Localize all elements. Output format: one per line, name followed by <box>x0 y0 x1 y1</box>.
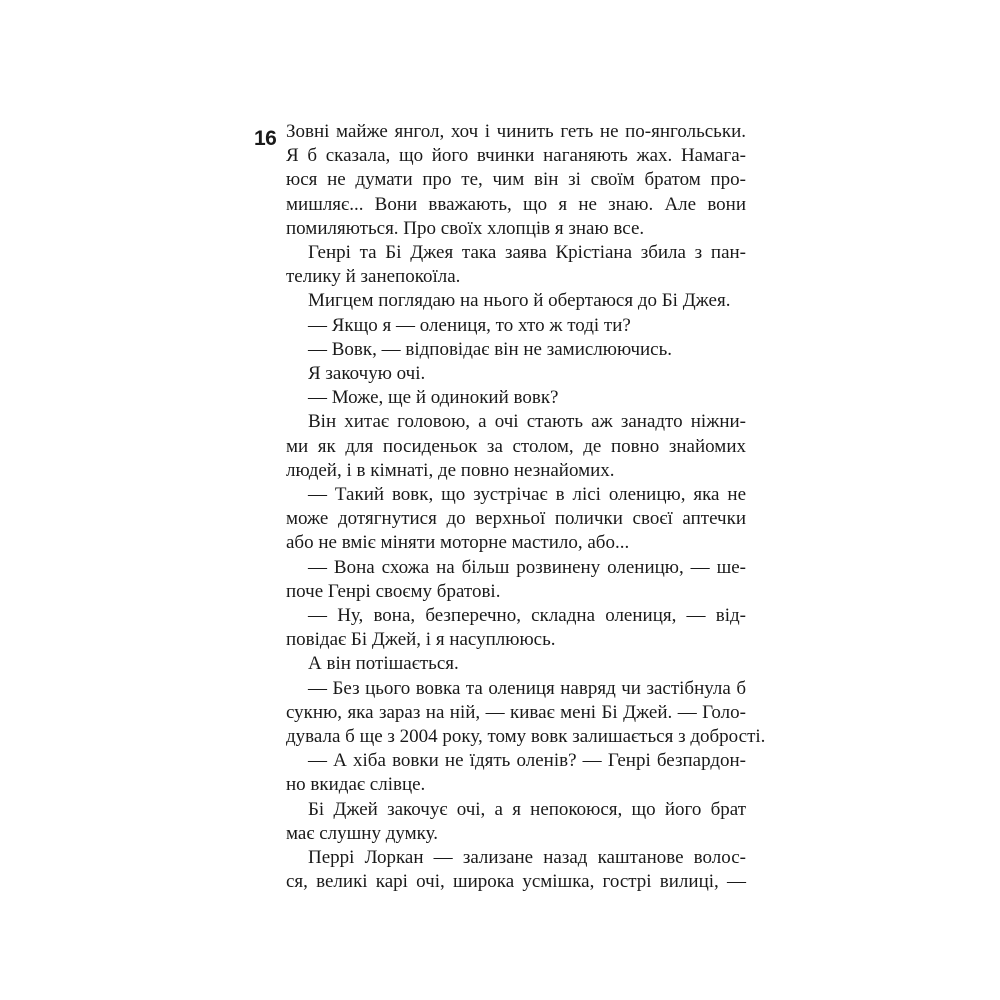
text-line: Я закочую очі. <box>308 363 426 385</box>
text-line: дувала б ще з 2004 року, тому вовк залишається з добрості. <box>286 726 766 748</box>
text-line: — Може, ще й одинокий вовк? <box>308 387 559 409</box>
text-line: — Ну, вона, безперечно, складна олениця, — від- <box>308 605 746 627</box>
text-line: ми як для посиденьок за столом, де повно знайомих <box>286 435 746 457</box>
text-line: Генрі та Бі Джея така заява Крістіана збила з пан- <box>308 242 746 264</box>
body-text <box>286 120 766 895</box>
text-line: — Без цього вовка та олениця навряд чи застібнула б <box>308 677 746 699</box>
text-line: мишляє... Вони вважають, що я не знаю. Але вони <box>286 193 746 215</box>
text-line: Зовні майже янгол, хоч і чинить геть не по-янгольськи. <box>286 121 746 142</box>
text-line: або не вміє міняти моторне мастило, або... <box>286 532 630 554</box>
text-line: може дотягнутися до верхньої полички своєї аптечки <box>286 508 746 530</box>
text-line: — Якщо я — олениця, то хто ж тоді ти? <box>308 314 631 336</box>
text-line: — Вона схожа на більш розвинену оленицю, — ше- <box>308 556 746 578</box>
text-line: — Вовк, — відповідає він не замислюючись. <box>308 338 673 360</box>
text-line: Мигцем поглядаю на нього й обертаюся до Бі Джея. <box>308 290 731 312</box>
text-line: Я б сказала, що його вчинки наганяють жах. Намага- <box>286 145 746 167</box>
text-line: поче Генрі своєму братові. <box>286 580 501 602</box>
text-line: має слушну думку. <box>286 822 438 844</box>
text-line: — А хіба вовки не їдять оленів? — Генрі безпардон- <box>308 750 746 772</box>
text-line: А він потішається. <box>308 653 459 675</box>
text-line: помиляються. Про своїх хлопців я знаю все. <box>286 217 645 239</box>
text-line: — Такий вовк, що зустрічає в лісі оленицю, яка не <box>308 484 746 506</box>
text-line: сукню, яка зараз на ній, — киває мені Бі Джей. — Голо- <box>286 701 746 723</box>
text-line: ся, великі карі очі, широка усмішка, гострі вилиці, — <box>286 871 746 893</box>
text-line: Перрі Лоркан — зализане назад каштанове волос- <box>308 847 746 869</box>
text-line: людей, і в кімнаті, де повно незнайомих. <box>286 459 615 481</box>
text-line: Бі Джей закочує очі, а я непокоюся, що його брат <box>308 798 746 820</box>
text-line: юся не думати про те, чим він зі своїм братом про- <box>286 169 746 191</box>
text-line: повідає Бі Джей, і я насуплююсь. <box>286 629 556 651</box>
text-line: но вкидає слівце. <box>286 774 426 796</box>
text-line: Він хитає головою, а очі стають аж занадто ніжни- <box>308 411 746 433</box>
page-number: 16 <box>254 127 277 150</box>
text-line: телику й занепокоїла. <box>286 266 461 288</box>
